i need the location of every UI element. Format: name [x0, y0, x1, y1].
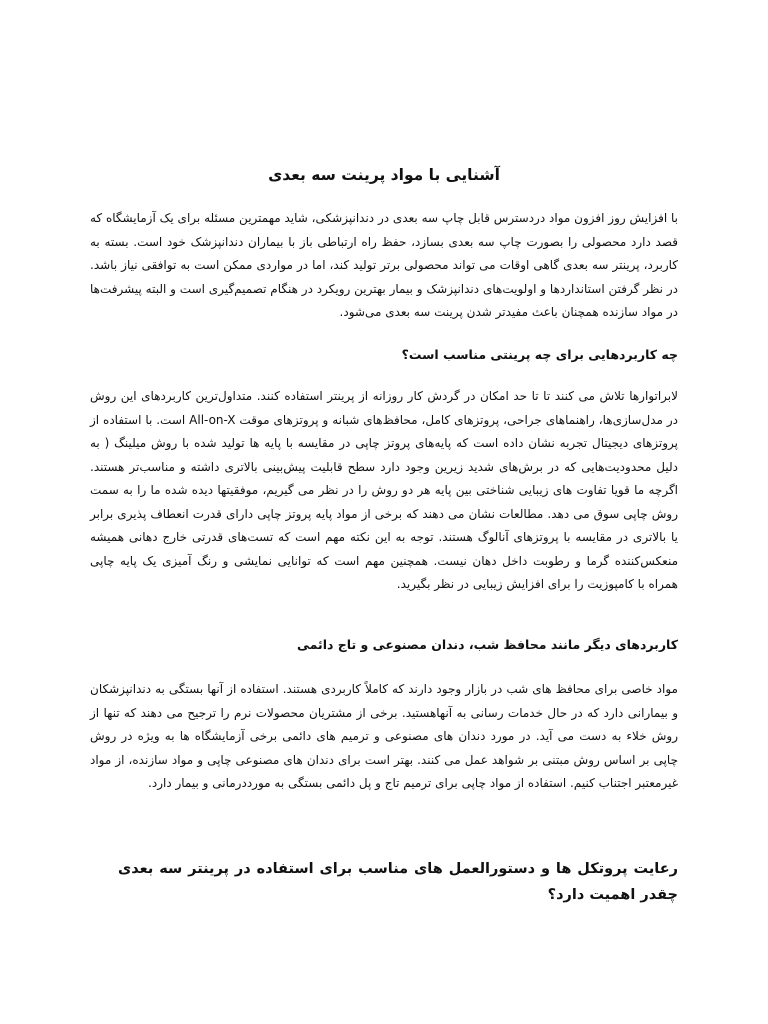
applications-paragraph: لابراتوارها تلاش می کنند تا تا حد امکان در گردش کار روزانه از پرینتر استفاده کنند. متداول‌ترین کاربردهای این روش در مدل‌سازی‌ها، راهنماهای جراحی، پروتزهای کامل، محافظ‌های شبانه و پروتزهای موقت All-on-X است. با استفاده از پروتزهای دیجیتال تجربه نشان داده است که پایه‌های پروتز چاپی در مقایسه با پایه ها تولید شده با روش میلینگ ( به دلیل محدودیت‌هایی که در برش‌های شدید زیرین وجود دارد سطح قابلیت پیش‌بینی بالاتری داشته و مناسب‌تر هستند. اگرچه ما قویا تفاوت های زیبایی شناختی بین پایه هر دو روش را در نظر می گیریم، موفقیتها دیده شده ما را به سمت روش چاپی سوق می دهد. مطالعات نشان می دهند که برخی از مواد پایه پروتز چاپی دارای قدرت انعطاف پذیری برابر یا بالاتری در مقایسه با پروتزهای آنالوگ هستند. توجه به این نکته مهم است که تست‌های قدرتی خارج دهانی همیشه منعکس‌کننده گرما و رطوبت داخل دهان نیست. همچنین مهم است که توانایی نمایشی و رنگ آمیزی یک پایه چاپی همراه با کامپوزیت را برای افزایش زیبایی در نظر بگیرید.: [90, 389, 678, 591]
applications-heading: چه کاربردهایی برای چه پرینتی مناسب است؟: [401, 347, 678, 362]
protocols-heading: رعایت پروتکل ها و دستورالعمل های مناسب برای استفاده در پرینتر سه بعدی چقدر اهمیت دارد؟: [118, 861, 678, 903]
other-applications-paragraph: مواد خاصی برای محافظ های شب در بازار وجود دارند که کاملاً کاربردی هستند. استفاده از آنها بستگی به دندانپزشکان و بیمارانی دارد که در حال خدمات رسانی به آنهاهستید. برخی از مشتریان محصولات نرم را ترجیح می دهند که تنها از روش خلاء به دست می آید. در مورد دندان های مصنوعی و ترمیم های دائمی برخی آزمایشگاه ها به ویژه در روش چاپی بر اساس روش مبتنی بر شواهد عمل می کنند. بهتر است برای دندان های مصنوعی چاپی و مواد سازنده، از مواد غیرمعتبر اجتناب کنیم. استفاده از مواد چاپی برای ترمیم تاج و پل دائمی بستگی به مورددرمانی و بیمار دارد.: [90, 682, 678, 790]
other-applications-heading: کاربردهای دیگر مانند محافظ شب، دندان مصنوعی و تاج دائمی: [297, 637, 678, 652]
document-title: آشنایی با مواد پرینت سه بعدی: [268, 166, 500, 184]
intro-paragraph: با افزایش روز افزون مواد دردسترس قابل چاپ سه بعدی در دندانپزشکی، شاید مهمترین مسئله برای یک آزمایشگاه که قصد دارد محصولی را بصورت چاپ سه بعدی بسازد، حفظ راه ارتباطی باز با بیماران دندانپزشک خود است. بسته به کاربرد، پرینتر سه بعدی گاهی اوقات می تواند محصولی برتر تولید کند، اما در مواردی ممکن است به توافقی نیاز باشد. در نظر گرفتن استانداردها و اولویت‌های دندانپزشک و بیمار بهترین رویکرد در هنگام تصمیم‌گیری است و البته پیشرفت‌ها در مواد سازنده همچنان باعث مفیدتر شدن پرینت سه بعدی می‌شود.: [90, 211, 678, 319]
